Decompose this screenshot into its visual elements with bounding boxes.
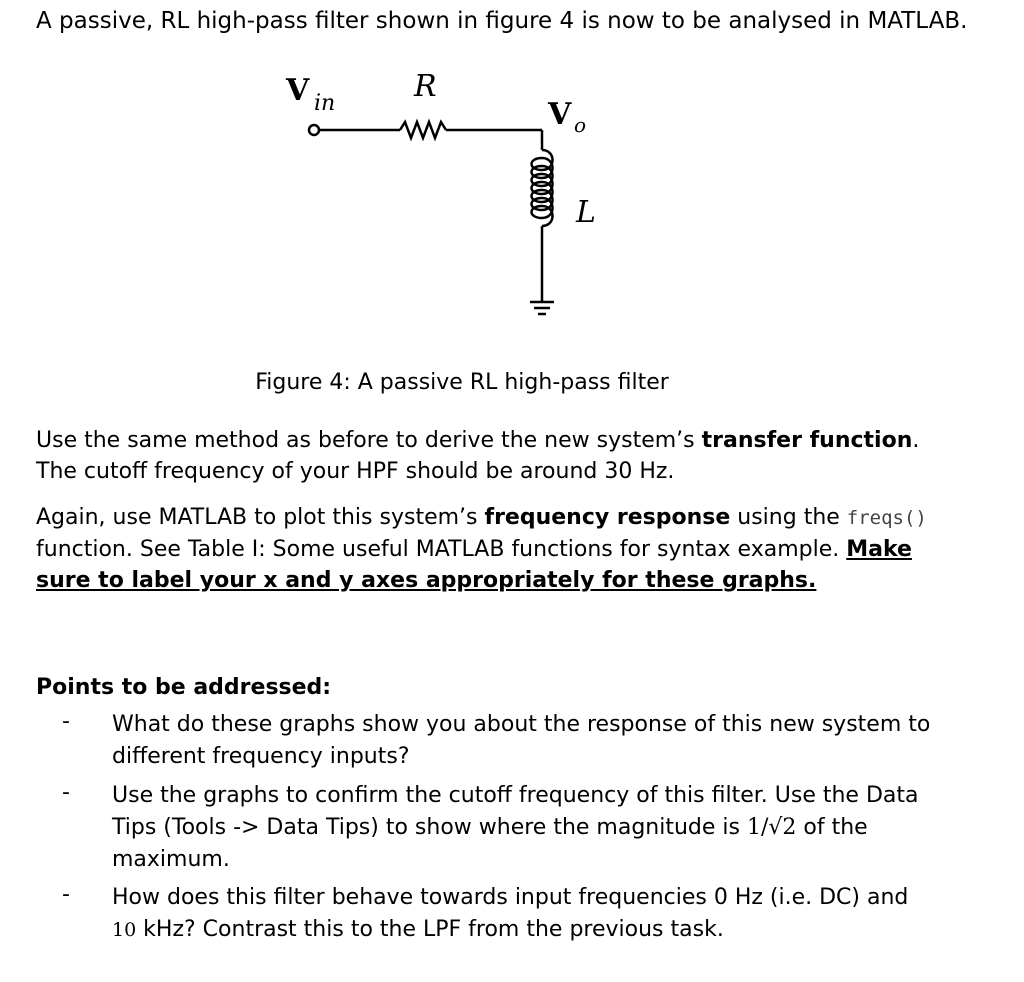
axes-label-note: Make sure to label your x and y axes appropriately for these graphs. [36, 537, 912, 593]
vo-label: V [548, 97, 572, 132]
para1-text-2: . The cutoff frequency of your HPF should be around 30 Hz. [36, 428, 920, 484]
vo-subscript: o [574, 113, 587, 137]
bullet-2 [112, 780, 932, 876]
para2-text-3: function. See Table I: Some useful MATLAB functions for syntax example. [36, 537, 847, 562]
bullet-3-number: 10 [112, 919, 137, 941]
bullet-3 [112, 882, 932, 946]
resistor [400, 122, 446, 138]
vin-label: V [286, 73, 310, 108]
para2-text-1: Again, use MATLAB to plot this system’s [36, 505, 485, 530]
inductor [532, 150, 553, 226]
bullet-dash-2: - [62, 780, 70, 805]
para1-text-1: Use the same method as before to derive the new system’s [36, 428, 702, 453]
bullet-2-text-2: of the maximum. [112, 815, 868, 872]
paragraph-transfer-function [36, 425, 936, 487]
resistor-label: R [414, 69, 437, 104]
bullet-3-text-2: kHz? Contrast this to the LPF from the previous task. [136, 917, 724, 942]
bullet-2-math: 1/√2 [746, 815, 797, 840]
para2-text-2: using the [730, 505, 847, 530]
para1-bold: transfer function [701, 428, 913, 453]
inductor-label: L [576, 195, 596, 230]
bullet-2-text-1: Use the graphs to confirm the cutoff frequency of this filter. Use the Data Tips (Tools -> Data Tips) to show where the magnitude is [112, 783, 919, 840]
rl-circuit-diagram [280, 58, 620, 328]
ground-symbol [530, 302, 554, 314]
bullet-3-text-1: How does this filter behave towards input frequencies 0 Hz (i.e. DC) and [112, 885, 909, 910]
para2-bold: frequency response [484, 505, 731, 530]
bullet-1: What do these graphs show you about the response of this new system to different frequency inputs? [112, 712, 931, 769]
bullet-dash-1: - [62, 709, 70, 734]
input-terminal [309, 125, 319, 135]
intro-text: A passive, RL high-pass filter shown in figure 4 is now to be analysed in MATLAB. [36, 8, 968, 34]
points-title: Points to be addressed: [36, 675, 332, 700]
figure-caption: Figure 4: A passive RL high-pass filter [255, 370, 669, 395]
bullet-dash-3: - [62, 882, 70, 907]
vin-subscript: in [314, 91, 336, 116]
paragraph-frequency-response [36, 502, 936, 596]
freqs-code: freqs() [846, 507, 927, 529]
